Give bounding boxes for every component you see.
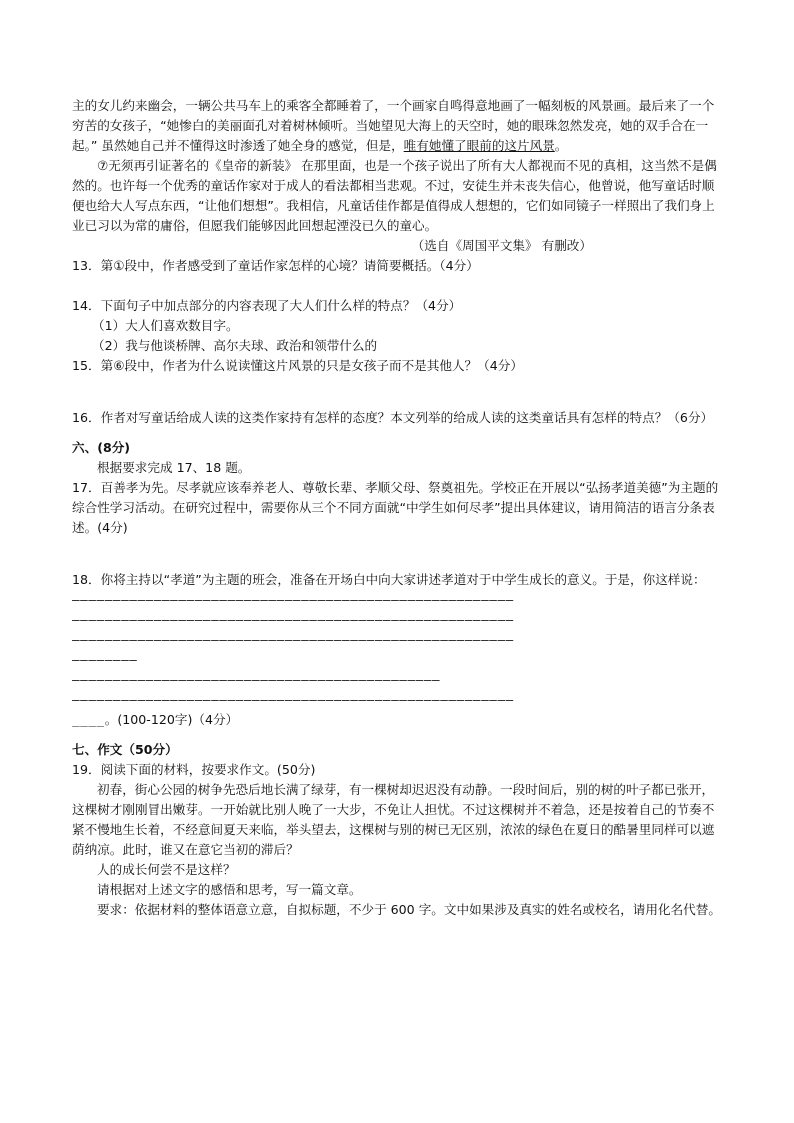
answer-blank: ____ [72,712,105,727]
answer-space [72,730,722,740]
paragraph-6-end: 。 [554,138,568,153]
section-6-instruction: 根据要求完成 17、18 题。 [97,460,251,475]
passage-paragraph-7: ⑦无须再引证著名的《皇帝的新装》 在那里面，也是一个孩子说出了所有大人都视而不见的真相，这当然不是偶然的。也许每一个优秀的童话作家对于成人的看法都相当悲观。不过，安徒生并未丧失信心，他曾说，他写童话时顺便也给大人写点东西，“让他们想想”。我相信，凡童话佳作都是值得成人想想的，它们如同镜子一样照出了我们身上业已习以为常的庸俗，但愿我们能够因此回想起湮没已久的童心。 [72,158,717,233]
answer-last-line [72,710,722,730]
answer-line: —————————————————————————————————————————————————————— [72,612,514,627]
answer-line: —————————————————————————————————————————————————————— [72,632,514,647]
essay-task: 请根据对上述文字的感悟和思考，写一篇文章。 [97,882,362,897]
answer-line: —————————————————————————————————————————————————————— [72,592,514,607]
question-19: 19．阅读下面的材料，按要求作文。(50分) [72,762,316,777]
question-16: 16．作者对写童话给成人读的这类作家持有怎样的态度？本文列举的给成人读的这类童话具有怎样的特点？（6分） [72,410,714,425]
question-17: 17．百善孝为先。尽孝就应该奉养老人、尊敬长辈、孝顺父母、祭奠祖先。学校正在开展以“弘扬孝道美德”为主题的综合性学习活动。在研究过程中，需要你从三个不同方面就“中学生如何尽孝”提出具体建议，请用简洁的语言分条表述。(4分) [72,480,719,535]
essay-material: 初春，街心公园的树争先恐后地长满了绿芽，有一棵树却迟迟没有动静。一段时间后，别的树的叶子都已张开，这棵树才刚刚冒出嫩芽。一开始就比别人晚了一大步，不免让人担忧。不过这棵树并不着急，还是按着自己的节奏不紧不慢地生长着，不经意间夏天来临，举头望去，这棵树与别的树已无区别，浓浓的绿色在夏日的酷暑里同样可以遮荫纳凉。此时，谁又在意它当初的滞后？ [72,782,715,857]
passage-paragraph-6 [72,96,722,156]
question-14: 14．下面句子中加点部分的内容表现了大人们什么样的特点？（4分） [72,298,462,313]
answer-line: ————————————————————————————————————————————— [72,672,441,687]
paragraph-6-text: 主的女儿约来幽会，一辆公共马车上的乘客全都睡着了，一个画家自鸣得意地画了一幅刻板的风景画。最后来了一个穷苦的女孩子，“她惨白的美丽面孔对着树林倾听。当她望见大海上的天空时，她的眼珠忽然发亮，她的双手合在一起。” 虽然她自己并不懂得这时渗透了她全身的感觉，但是， [72,98,715,153]
question-18: 18．你将主持以“孝道”为主题的班会，准备在开场白中向大家讲述孝道对于中学生成长的意义。于是，你这样说： [72,572,706,587]
answer-line: —————————————————————————————————————————————————————— [72,692,514,707]
essay-reflection: 人的成长何尝不是这样？ [97,862,236,877]
section-7-heading: 七、作文（50分） [72,742,178,757]
question-14-item-1: （1）大人们喜欢数目字。 [92,318,239,333]
underlined-phrase: 唯有她懂了眼前的这片风景 [403,138,555,153]
answer-line: ———————— [72,652,138,667]
exam-page [72,96,722,920]
answer-space [72,538,722,570]
question-13: 13．第①段中，作者感受到了童话作家怎样的心境？请简要概括。（4分） [72,258,479,273]
question-14-item-2: （2）我与他谈桥牌、高尔夫球、政治和领带什么的 [92,338,378,353]
answer-space [72,276,722,296]
essay-requirements: 要求：依据材料的整体语意立意，自拟标题，不少于 600 字。文中如果涉及真实的姓名或校名，请用化名代替。 [97,902,721,917]
section-6-heading: 六、(8分) [72,440,131,455]
word-limit-note: 。(100-120字)（4分） [104,712,239,727]
passage-source: （选自《周国平文集》 有删改） [411,238,592,253]
answer-space [72,376,722,408]
answer-space [72,428,722,438]
question-15: 15．第⑥段中，作者为什么说读懂这片风景的只是女孩子而不是其他人？（4分） [72,358,523,373]
